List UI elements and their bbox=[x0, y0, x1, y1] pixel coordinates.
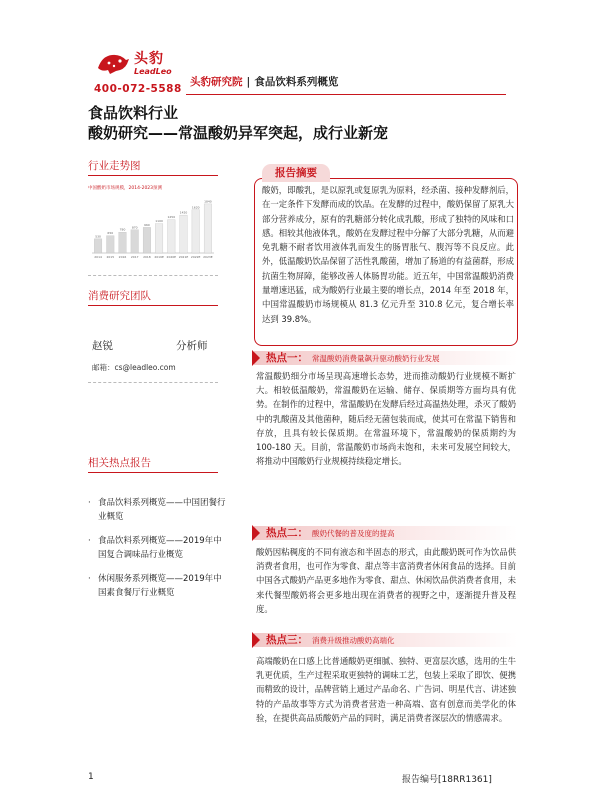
chart-data-label: 780 bbox=[119, 227, 126, 232]
chart-bar bbox=[192, 210, 200, 253]
logo-text: 头豹 bbox=[134, 51, 164, 67]
hot-topic-number: 热点一： bbox=[266, 352, 308, 364]
arrow-marker-icon bbox=[252, 525, 264, 541]
chart-data-label: 870 bbox=[131, 225, 138, 230]
related-report-item[interactable] bbox=[88, 534, 230, 562]
hot-topic-number: 热点三： bbox=[266, 634, 308, 646]
bullet-icon: · bbox=[88, 498, 91, 508]
hot-topic-label bbox=[266, 525, 395, 542]
email-label: 邮箱： bbox=[92, 363, 115, 372]
email-value[interactable]: cs@leadleo.com bbox=[114, 363, 176, 372]
team-dashed-divider bbox=[88, 382, 218, 383]
hot-topic-subtitle: 酸奶代餐的普及度的提高 bbox=[312, 529, 395, 538]
arrow-marker-icon bbox=[252, 350, 264, 366]
industry-title: 食品饮料行业 bbox=[88, 104, 179, 122]
abstract-tab: 报告摘要 bbox=[262, 164, 330, 182]
chart-data-label: 960 bbox=[144, 222, 150, 227]
chart-bar bbox=[168, 220, 176, 253]
series-name: 食品饮料系列概览 bbox=[254, 76, 339, 88]
chart-data-label: 1100 bbox=[155, 219, 163, 224]
related-report-item[interactable] bbox=[88, 496, 230, 524]
leopard-logo-icon bbox=[96, 50, 130, 76]
trend-divider bbox=[88, 175, 218, 176]
chart-tick-label: 2017 bbox=[130, 255, 139, 259]
related-report-title: 食品饮料系列概览——2019年中国复合调味品行业概览 bbox=[98, 536, 222, 560]
report-number: 报告编号[18RR1361] bbox=[402, 775, 492, 785]
report-title: 酸奶研究——常温酸奶异军突起，成行业新宠 bbox=[88, 124, 389, 142]
chart-tick-label: 2021E bbox=[178, 255, 189, 259]
chart-bar bbox=[119, 232, 127, 253]
hot-topic-3-text: 高端酸奶在口感上比普通酸奶更细腻、独特、更富层次感，选用的生牛乳更优质，生产过程采取更独特的调味工艺，包装上采取了即饮、便携而精致的设计，品牌营销上通过产品命名、广告词、明星代言、讲述独特的产品故事等方式为消费者营造一种高端、富有创意而美学化的体验，在提供高品质酸奶产品的同时，满足消费者深层次的情感需求。 bbox=[256, 656, 516, 723]
chart-bar bbox=[155, 224, 163, 253]
related-report-title: 食品饮料系列概览——中国团餐行业概览 bbox=[98, 498, 226, 522]
hot-topic-number: 热点二： bbox=[266, 527, 308, 539]
hot-topic-1-header bbox=[254, 350, 518, 366]
team-section-title: 消费研究团队 bbox=[88, 290, 151, 302]
chart-data-label: 530 bbox=[95, 234, 101, 239]
chart-tick-label: 2015 bbox=[106, 255, 115, 259]
page-number: 1 bbox=[88, 772, 94, 782]
chart-bar bbox=[107, 236, 115, 253]
chart-data-label: 650 bbox=[107, 231, 114, 236]
chart-title: 中国酸奶市场规模，2014-2023预测 bbox=[88, 186, 163, 191]
chart-data-label: 1840 bbox=[204, 199, 212, 204]
hot-topic-label bbox=[266, 350, 440, 367]
logo-subtext: LeadLeo bbox=[134, 67, 172, 76]
chart-dashed-divider bbox=[88, 275, 218, 276]
chart-data-label: 1620 bbox=[191, 205, 200, 210]
hot-topic-2-header bbox=[254, 525, 518, 541]
chart-bar bbox=[131, 230, 139, 253]
chart-tick-label: 2020E bbox=[166, 255, 177, 259]
hot-topic-subtitle: 常温酸奶消费量飙升驱动酸奶行业发展 bbox=[312, 354, 440, 363]
brand-name: 头豹研究院 bbox=[190, 76, 243, 88]
chart-bar bbox=[143, 227, 151, 253]
chart-tick-label: 2018 bbox=[143, 255, 151, 259]
chart-tick-label: 2019E bbox=[154, 255, 164, 259]
hot-topic-2-text: 酸奶因粘稠度的不同有液态和半固态的形式，由此酸奶既可作为饮品供消费者食用，也可作为零食、甜点等丰富消费者休闲食品的选择。目前中国各式酸奶产品更多地作为零食、甜点、休闲饮品供消费者食用，未来代餐型酸奶将会更多地出现在消费者的视野之中，逐渐提升普及程度。 bbox=[256, 547, 516, 614]
trend-chart-svg bbox=[88, 185, 218, 265]
arrow-marker-icon bbox=[252, 632, 264, 648]
analyst-email bbox=[92, 362, 176, 373]
hot-topic-3-header bbox=[254, 632, 518, 648]
chart-tick-label: 2022E bbox=[190, 255, 201, 259]
bullet-icon: · bbox=[88, 536, 91, 546]
related-report-item[interactable] bbox=[88, 572, 230, 600]
hot-topic-label bbox=[266, 632, 395, 649]
chart-data-label: 1420 bbox=[179, 210, 188, 215]
related-report-title: 休闲服务系列概览——2019年中国素食餐厅行业概览 bbox=[98, 574, 222, 598]
trend-section-title: 行业走势图 bbox=[88, 160, 141, 172]
team-divider bbox=[88, 305, 218, 306]
header-divider bbox=[186, 94, 506, 95]
hot-topic-subtitle: 消费升级推动酸奶高端化 bbox=[312, 636, 395, 645]
related-divider bbox=[88, 472, 218, 473]
chart-bar bbox=[204, 204, 212, 253]
trend-chart bbox=[88, 185, 218, 265]
related-reports-list bbox=[88, 496, 230, 610]
chart-data-label: 1250 bbox=[167, 215, 176, 220]
hotline-phone: 400-072-5588 bbox=[94, 83, 182, 95]
chart-bar bbox=[180, 215, 188, 253]
chart-tick-label: 2014 bbox=[94, 255, 102, 259]
header-brand bbox=[190, 74, 338, 89]
analyst-name: 赵锐 bbox=[92, 340, 113, 352]
abstract-text: 酸奶，即酸乳，是以原乳或复原乳为原料，经杀菌、接种发酵剂后，在一定条件下发酵而成的饮品。在发酵的过程中，酸奶保留了原乳大部分营养成分，原有的乳糖部分转化成乳酸，形成了独特的风味和口感。相较其他液体乳，酸奶在发酵过程中分解了大部分乳糖，从而避免乳糖不耐者饮用液体乳而发生的肠胃胀气、腹泻等不良反应。此外，低温酸奶饮品保留了活性乳酸菌，增加了肠道的有益菌群，形成抗菌生物屏障，能够改善人体肠胃功能。近五年，中国常温酸奶消费量增速迅猛，成为酸奶行业最主要的增长点，2014 年至 2018 年，中国常温酸奶市场规模从 81.3 亿元升至 310.8 亿元，复合增长率达到 39.8%。 bbox=[262, 185, 514, 324]
related-section-title: 相关热点报告 bbox=[88, 457, 151, 469]
chart-bar bbox=[94, 239, 102, 253]
chart-tick-label: 2016 bbox=[118, 255, 127, 259]
bullet-icon: · bbox=[88, 574, 91, 584]
chart-tick-label: 2023E bbox=[203, 255, 213, 259]
hot-topic-1-text: 常温酸奶细分市场呈现高速增长态势，进而推动酸奶行业规模不断扩大。相较低温酸奶，常温酸奶在运输、储存、保质期等方面均具有优势。在制作的过程中，常温酸奶在发酵后经过高温热处理，杀灭了酸奶中的乳酸菌及其他菌种，随后经无菌包装而成，使其可在常温下销售和存放，且具有较长保质期。在常温环境下，常温酸奶的保质期约为 100-180 天。目前，常温酸奶市场尚未饱和，未来可发展空间较大，将推动中国酸奶行业规模持续稳定增长。 bbox=[256, 371, 516, 467]
brand-separator: | bbox=[246, 76, 251, 88]
analyst-role: 分析师 bbox=[176, 340, 208, 352]
